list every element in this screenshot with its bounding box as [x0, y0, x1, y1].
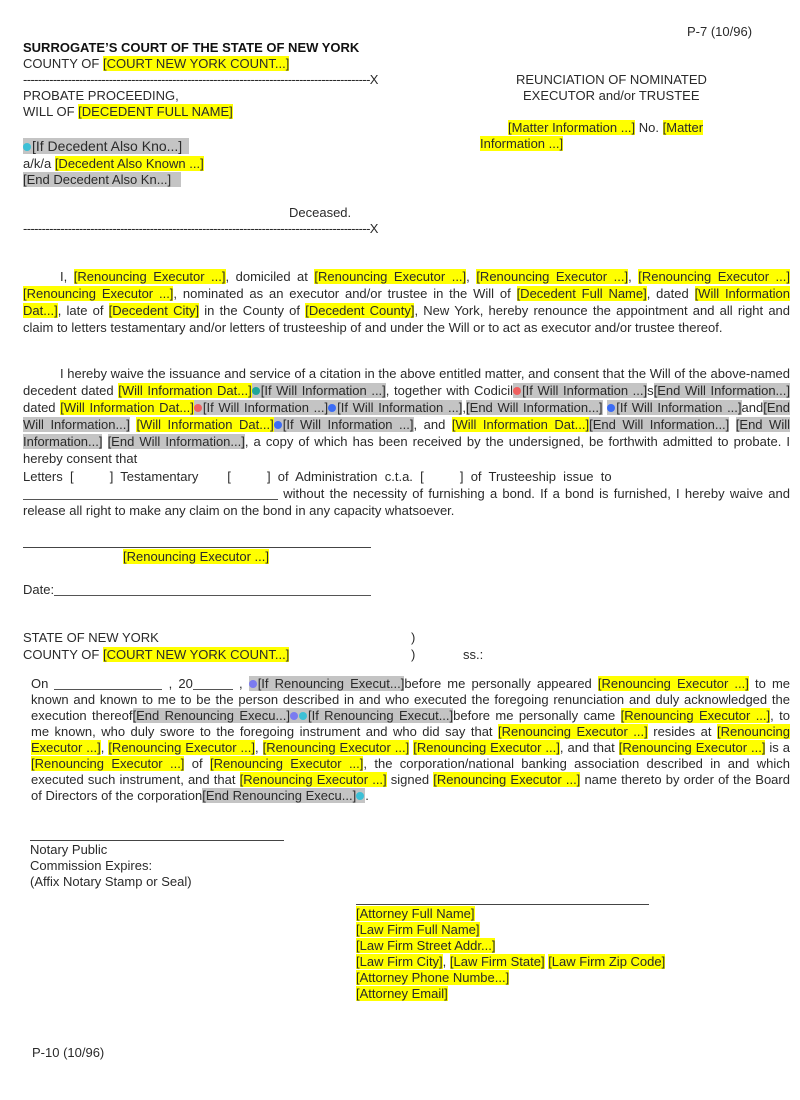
- conditional-marker-icon: [194, 404, 202, 412]
- conditional-marker-icon: [252, 387, 260, 395]
- ack-zip-field[interactable]: [Renouncing Executor ...]: [413, 740, 560, 755]
- notary-line: [30, 840, 284, 841]
- will-date-field[interactable]: [Will Information Dat...]: [23, 286, 790, 318]
- decedent-name-field[interactable]: [Decedent Full Name]: [516, 286, 647, 301]
- conditional-marker-icon: [513, 387, 521, 395]
- matter-no-label: No.: [638, 120, 660, 135]
- date-line: [23, 582, 371, 598]
- probate-proceeding: PROBATE PROCEEDING,: [23, 88, 179, 103]
- aka-line: [23, 156, 204, 172]
- dash-line-top: ---------------------------------------------------------------------------------------------X: [23, 72, 378, 87]
- attorney-block: [Attorney Full Name] [Law Firm Full Name] [Law Firm Street Addr...] [Law Firm City], [Law Firm State] [Law Firm Zip Code] [Attorney Phone Numbe...] [Attorney Email]: [356, 906, 666, 1001]
- matter-line-2: [480, 136, 563, 152]
- end-will-field[interactable]: [End Will Information...]: [107, 434, 245, 449]
- attorney-phone-field[interactable]: [Attorney Phone Numbe...]: [356, 970, 510, 985]
- county-label: COUNTY OF: [23, 56, 100, 71]
- law-firm-name-field[interactable]: [Law Firm Full Name]: [356, 922, 480, 937]
- will-date-field-2[interactable]: [Will Information Dat...]: [118, 383, 252, 398]
- letters-line: Letters [ ] Testamentary [ ] of Administration c.t.a. [ ] of Trusteeship issue to: [23, 469, 612, 484]
- law-firm-street-field[interactable]: [Law Firm Street Addr...]: [356, 938, 496, 953]
- renouncing-executor-address-field[interactable]: [Renouncing Executor ...]: [314, 269, 467, 284]
- codicil-date-field-2[interactable]: [Will Information Dat...]: [136, 417, 274, 432]
- waiver-paragraph: I hereby waive the issuance and service of a citation in the above entitled matter, and consent that the Will of the above-named decedent dated [Will Information Dat...] [If Will Information ...], together with Codicil [If Will Information ...]s[End Will Information...] dated [Will Information Dat...] [If Will Information ...] [If Will Information ...],[End Will Information...] [If Will Information ...]and[End Will Information...] [Will Information Dat...] [If Will Information ...], and [Will Information Dat...][End Will Information...] [End Will Information...] [End Will Information...], a copy of which has been received by the undersigned, be forthwith admitted to probate. I hereby consent that: [23, 366, 791, 466]
- ack-city-field[interactable]: [Renouncing Executor ...]: [108, 740, 255, 755]
- aka-label: a/k/a: [23, 156, 52, 171]
- ack-executor-field[interactable]: [Renouncing Executor ...]: [620, 708, 771, 723]
- doc-title-1: REUNCIATION OF NOMINATED: [516, 72, 707, 87]
- if-will-field[interactable]: [If Will Information ...]: [513, 383, 647, 398]
- signature-executor-field[interactable]: [Renouncing Executor ...]: [123, 549, 269, 564]
- conditional-marker-icon: [23, 143, 31, 151]
- doc-title-2: EXECUTOR and/or TRUSTEE: [523, 88, 700, 103]
- conditional-marker-icon: [328, 404, 336, 412]
- law-firm-state-field[interactable]: [Law Firm State]: [449, 954, 545, 969]
- renunciation-paragraph: I, [Renouncing Executor ...], domiciled at [Renouncing Executor ...], [Renouncing Executor ...], [Renouncing Executor ...] [Renouncing Executor ...], nominated as an executor and/or trustee in the Will of [Decedent Full Name], dated [Will Information Dat...], late of [Decedent City] in the County of [Decedent County], New York, hereby renounce the appointment and all right and claim to letters testamentary and/or letters of trusteeship of and under the Will or to act as executor and/or trustee thereof.: [23, 269, 791, 335]
- deceased-label: Deceased.: [289, 205, 352, 220]
- renouncing-executor-zip-field[interactable]: [Renouncing Executor ...]: [23, 286, 174, 301]
- renouncing-executor-field[interactable]: [Renouncing Executor ...]: [73, 269, 226, 284]
- paren-2: ): [411, 647, 416, 662]
- ack-executor-field[interactable]: [Renouncing Executor ...]: [618, 740, 766, 755]
- decedent-county-field[interactable]: [Decedent County]: [305, 303, 415, 318]
- acknowledgment-paragraph: On , 20 , [If Renouncing Execut...]before me personally appeared [Renouncing Executor ...] to me known and known to me to be the person described in and who executed the foregoing renunciation and duly acknowledged the execution thereof[End Renouncing Execu...] [If Renouncing Execut...]before me personally came [Renouncing Executor ...], to me known, who duly swore to the foregoing instrument and who did say that [Renouncing Executor ...] resides at [Renouncing Executor ...], [Renouncing Executor ...], [Renouncing Executor ...] [Renouncing Executor ...], and that [Renouncing Executor ...] is a [Renouncing Executor ...] of [Renouncing Executor ...], the corporation/national banking association described in and which executed such instrument, and that [Renouncing Executor ...] signed [Renouncing Executor ...] name thereto by order of the Board of Directors of the corporation[End Renouncing Execu...] .: [31, 676, 790, 803]
- notary-seal-label: (Affix Notary Stamp or Seal): [30, 874, 192, 889]
- conditional-marker-icon: [299, 712, 307, 720]
- ack-executor-field[interactable]: [Renouncing Executor ...]: [239, 772, 387, 787]
- if-will-field[interactable]: [If Will Information ...]: [328, 400, 462, 415]
- county-line: [23, 56, 289, 72]
- conditional-marker-icon: [290, 712, 298, 720]
- date-blank[interactable]: [54, 583, 371, 596]
- decedent-full-name-field[interactable]: [DECEDENT FULL NAME]: [78, 104, 233, 119]
- end-renouncing-field[interactable]: [End Renouncing Execu...]: [132, 708, 290, 723]
- dash-line-bottom: ---------------------------------------------------------------------------------------------X: [23, 221, 378, 236]
- court-title: SURROGATE’S COURT OF THE STATE OF NEW YORK: [23, 40, 360, 55]
- if-aka-text: [If Decedent Also Kno...]: [32, 138, 183, 154]
- notary-public-label: Notary Public: [30, 842, 108, 857]
- ack-state-field[interactable]: [Renouncing Executor ...]: [262, 740, 410, 755]
- paren-1: ): [411, 630, 416, 645]
- if-will-field[interactable]: [If Will Information ...]: [252, 383, 386, 398]
- if-renouncing-field[interactable]: [If Renouncing Execut...]: [249, 676, 405, 691]
- codicil-date-field-3[interactable]: [Will Information Dat...]: [451, 417, 590, 432]
- if-will-field[interactable]: [If Will Information ...]: [274, 417, 414, 432]
- ack-pronoun-field[interactable]: [Renouncing Executor ...]: [433, 772, 581, 787]
- attorney-email-field[interactable]: [Attorney Email]: [356, 986, 448, 1001]
- ack-year-blank[interactable]: [193, 677, 233, 690]
- end-will-field[interactable]: [End Will Information...]: [653, 383, 791, 398]
- commission-expires-label: Commission Expires:: [30, 858, 153, 873]
- state-label: STATE OF NEW YORK: [23, 630, 159, 645]
- end-aka-field[interactable]: [End Decedent Also Kn...]: [23, 172, 181, 187]
- codicil-date-field[interactable]: [Will Information Dat...]: [60, 400, 194, 415]
- form-id-bottom: P-10 (10/96): [32, 1045, 105, 1060]
- if-aka-field[interactable]: [23, 138, 189, 154]
- ack-county-field[interactable]: [COURT NEW YORK COUNT...]: [102, 647, 290, 662]
- renouncing-executor-city-field[interactable]: [Renouncing Executor ...]: [476, 269, 629, 284]
- form-id-top: P-7 (10/96): [687, 24, 753, 39]
- matter-number-field[interactable]: [Matter: [662, 120, 704, 135]
- ack-corporation-field[interactable]: [Renouncing Executor ...]: [209, 756, 364, 771]
- county-ack-line: COUNTY OF [COURT NEW YORK COUNT...]: [23, 647, 290, 662]
- matter-line: [508, 120, 703, 136]
- signature-line: [23, 547, 371, 548]
- end-aka-line: [23, 172, 181, 188]
- bond-paragraph: without the necessity of furnishing a bond. If a bond is furnished, I hereby waive and release all right to make any claim on the bond in any capacity whatsoever.: [23, 486, 790, 518]
- conditional-marker-icon: [249, 680, 257, 688]
- law-firm-zip-field[interactable]: [Law Firm Zip Code]: [548, 954, 666, 969]
- ack-title-field[interactable]: [Renouncing Executor ...]: [31, 756, 185, 771]
- renouncing-executor-state-field[interactable]: [Renouncing Executor ...]: [638, 269, 790, 284]
- if-renouncing-field[interactable]: [If Renouncing Execut...]: [290, 708, 453, 723]
- end-will-field[interactable]: [End Will Information...]: [23, 417, 790, 449]
- ack-day-blank[interactable]: [54, 677, 162, 690]
- end-will-field[interactable]: [End Will Information...]: [466, 400, 603, 415]
- attorney-line: [356, 904, 649, 905]
- end-renouncing-field[interactable]: [End Renouncing Execu...]: [202, 788, 365, 803]
- will-of-line: [23, 104, 233, 120]
- decedent-city-field[interactable]: [Decedent City]: [108, 303, 200, 318]
- ack-executor-field[interactable]: [Renouncing Executor ...]: [498, 724, 648, 739]
- court-county-field[interactable]: [COURT NEW YORK COUNT...]: [102, 56, 290, 71]
- ack-address-field[interactable]: [Renouncing Executor ...]: [31, 724, 790, 755]
- attorney-name-field[interactable]: [Attorney Full Name]: [356, 906, 475, 921]
- matter-number-field-cont[interactable]: Information ...]: [480, 136, 564, 151]
- conditional-marker-icon: [607, 404, 615, 412]
- aka-name-field[interactable]: [Decedent Also Known ...]: [54, 156, 204, 171]
- will-of-label: WILL OF: [23, 104, 75, 119]
- conditional-marker-icon: [356, 792, 364, 800]
- end-will-field[interactable]: [End Will Information...]: [589, 417, 730, 432]
- signature-name: [123, 549, 269, 565]
- law-firm-city-field[interactable]: [Law Firm City]: [356, 954, 443, 969]
- if-aka-line: [23, 138, 189, 154]
- conditional-marker-icon: [274, 421, 282, 429]
- if-will-field[interactable]: [If Will Information ...]: [194, 400, 328, 415]
- ack-executor-field[interactable]: [Renouncing Executor ...]: [597, 676, 749, 691]
- end-will-field[interactable]: [End Will Information...]: [23, 400, 790, 432]
- if-will-field[interactable]: [If Will Information ...]: [607, 400, 741, 415]
- ss-label: ss.:: [463, 647, 484, 662]
- trustee-name-blank[interactable]: [23, 487, 278, 500]
- matter-info-field[interactable]: [Matter Information ...]: [508, 120, 636, 135]
- date-label: Date:: [23, 582, 55, 597]
